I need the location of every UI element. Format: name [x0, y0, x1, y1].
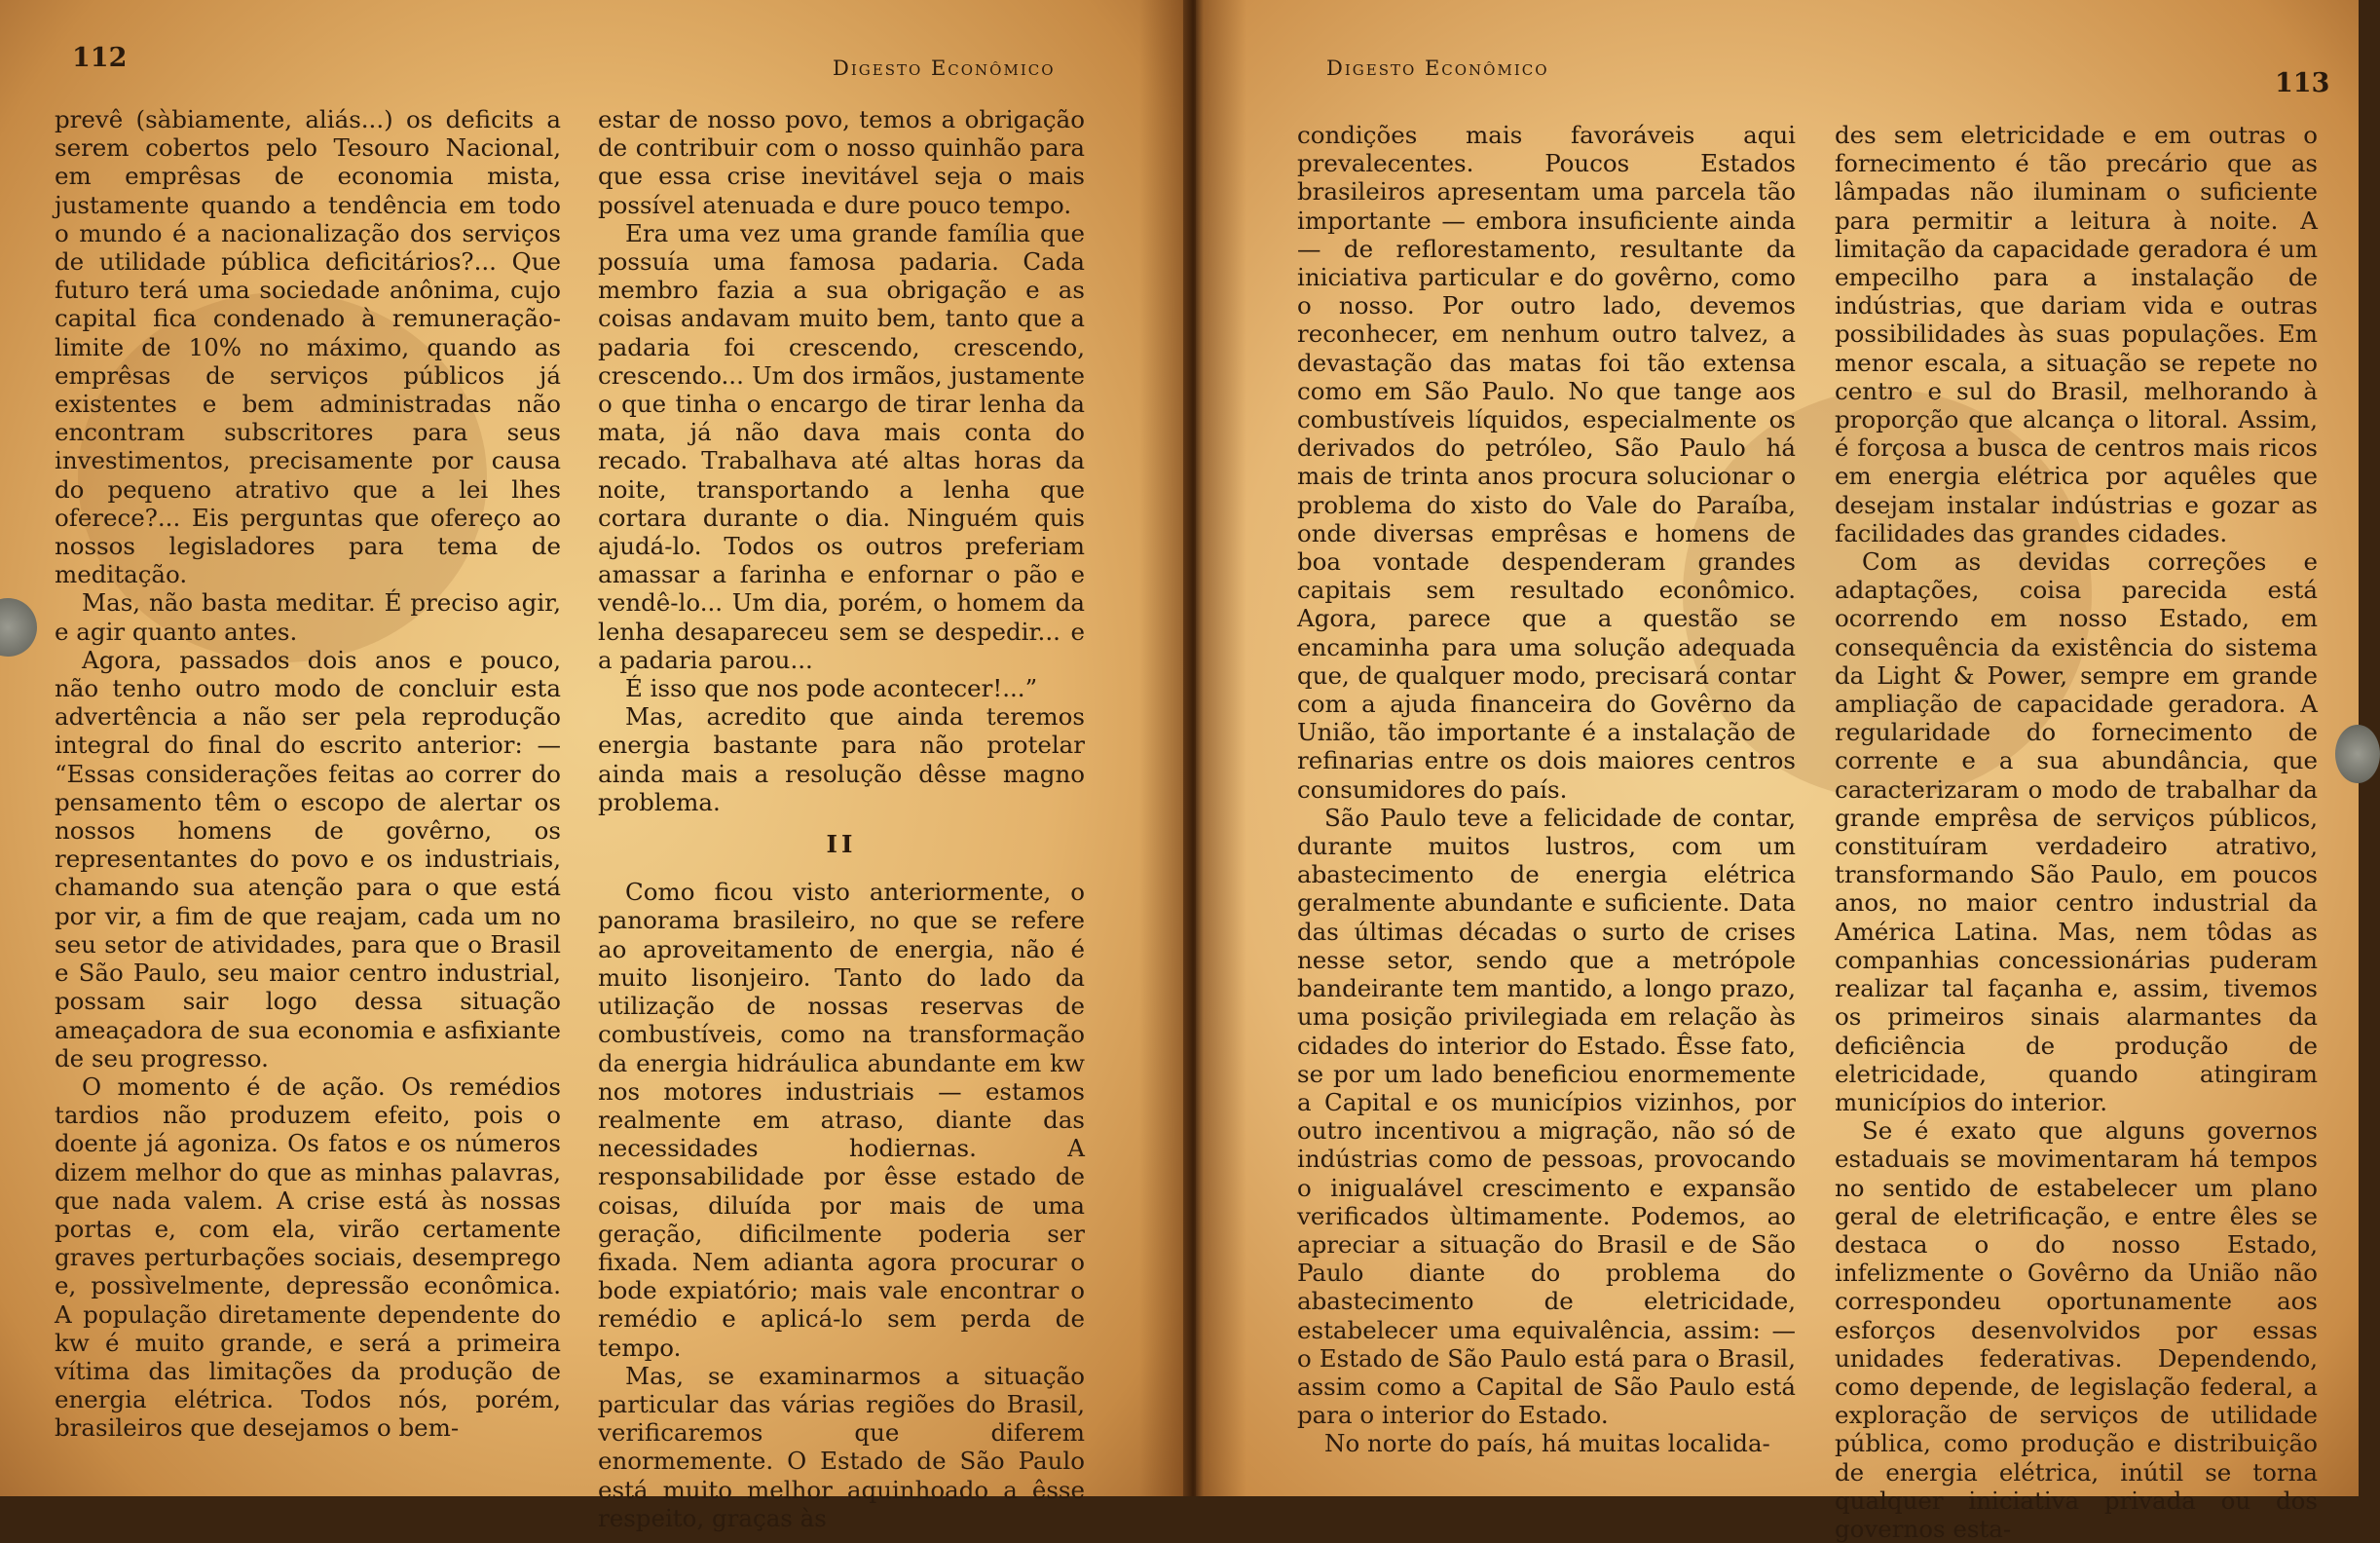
left-page-number: 112 — [72, 43, 128, 73]
paragraph: estar de nosso povo, temos a obrigação de contribuir com o nosso quinhão para que essa crise inevitável seja o mais possível atenuada e dure pouco tempo. — [598, 105, 1085, 219]
binding-hole — [0, 598, 37, 657]
right-column-1 — [1297, 121, 1796, 1458]
section-heading: II — [826, 830, 857, 859]
binding-hole — [2335, 725, 2380, 783]
right-page-number: 113 — [2275, 68, 2330, 98]
right-page — [1196, 0, 2359, 1543]
paragraph: Mas, acredito que ainda teremos energia bastante para não protelar ainda mais a resolução dêsse magno problema. — [598, 702, 1085, 816]
paragraph: Com as devidas correções e adaptações, coisa parecida está ocorrendo em nosso Estado, em consequência da existência do sistema da Light & Power, sempre em grande ampliação de capacidade geradora. A regularidade do fornecimento de corrente e a sua abundância, que caracterizaram o modo de trabalhar da grande emprêsa de serviços públicos, constituíram verdadeiro atrativo, transformando São Paulo, em poucos anos, no maior centro industrial da América Latina. Mas, nem tôdas as companhias concessionárias puderam realizar tal façanha e, assim, tivemos os primeiros sinais alarmantes da deficiência de produção de eletricidade, quando atingiram municípios do interior. — [1835, 547, 2318, 1116]
paragraph: prevê (sàbiamente, aliás...) os deficits a serem cobertos pelo Tesouro Nacional, em emprêsas de economia mista, justamente quando a tendência em todo o mundo é a nacionalização dos serviços de utilidade pública deficitários?... Que futuro terá uma sociedade anônima, cujo capital fica condenado à remuneração-limite de 10% no máximo, quando as emprêsas de serviços públicos já existentes e bem administradas não encontram subscritores para seus investimentos, precisamente por causa do pequeno atrativo que a lei lhes oferece?... Eis perguntas que ofereço ao nossos legisladores para tema de meditação. — [55, 105, 561, 589]
right-running-head: Digesto Econômico — [1326, 56, 1549, 80]
right-column-2 — [1835, 121, 2318, 1543]
left-column-1 — [55, 105, 561, 1443]
paragraph: São Paulo teve a felicidade de contar, durante muitos lustros, com um abastecimento de energia elétrica geralmente abundante e suficiente. Data das últimas décadas o surto de crises nesse setor, sendo que a metrópole bandeirante tem mantido, a longo prazo, uma posição privilegiada em relação às cidades do interior do Estado. Êsse fato, se por um lado beneficiou enormemente a Capital e os municípios vizinhos, por outro incentivou a migração, não só de indústrias como de pessoas, provocando o inigualável crescimento e expansão verificados ùltimamente. Podemos, ao apreciar a situação do Brasil e de São Paulo diante do problema do abastecimento de eletricidade, estabelecer uma equivalência, assim: — o Estado de São Paulo está para o Brasil, assim como a Capital de São Paulo está para o interior do Estado. — [1297, 803, 1796, 1430]
paragraph: É isso que nos pode acontecer!...” — [625, 674, 1038, 703]
left-page — [0, 0, 1183, 1532]
left-running-head: Digesto Econômico — [833, 56, 1056, 80]
paragraph: des sem eletricidade e em outras o fornecimento é tão precário que as lâmpadas não iluminam o suficiente para permitir a leitura à noite. A limitação da capacidade geradora é um empecilho para a instalação de indústrias, que dariam vida e outras possibilidades às suas populações. Em menor escala, a situação se repete no centro e sul do Brasil, melhorando à proporção que alcança o litoral. Assim, é forçosa a busca de centros mais ricos em energia elétrica por aquêles que desejam instalar indústrias e gozar as facilidades das grandes cidades. — [1835, 121, 2318, 547]
paragraph: Era uma vez uma grande família que possuía uma famosa padaria. Cada membro fazia a sua obrigação e as coisas andavam muito bem, tanto que a padaria foi crescendo, crescendo, crescendo... Um dos irmãos, justamente o que tinha o encargo de tirar lenha da mata, já não dava mais conta do recado. Trabalhava até altas horas da noite, transportando a lenha que cortara durante o dia. Ninguém quis ajudá-lo. Todos os outros preferiam amassar a farinha e enfornar o pão e vendê-lo... Um dia, porém, o homem da lenha desapareceu sem se despedir... e a padaria parou... — [598, 218, 1085, 674]
paragraph: Como ficou visto anteriormente, o panorama brasileiro, no que se refere ao aproveitamento de energia, não é muito lisonjeiro. Tanto do lado da utilização de nossas reservas de combustíveis, como na transformação da energia hidráulica abundante em kw nos motores industriais — estamos realmente em atraso, diante das necessidades hodiernas. A responsabilidade por êsse estado de coisas, diluída por mais de uma geração, dificilmente poderia ser fixada. Nem adianta agora procurar o bode expiatório; mais vale encontrar o remédio e aplicá-lo sem perda de tempo. — [598, 878, 1085, 1362]
paragraph: Mas, se examinarmos a situação particular das várias regiões do Brasil, verificaremos que diferem enormemente. O Estado de São Paulo está muito melhor aquinhoado a êsse respeito, graças às — [598, 1361, 1085, 1532]
paragraph: Agora, passados dois anos e pouco, não tenho outro modo de concluir esta advertência a não ser pela reprodução integral do final do escrito anterior: — “Essas considerações feitas ao correr do pensamento têm o escopo de alertar os nossos homens de govêrno, os representantes do povo e os industriais, chamando sua atenção para o que está por vir, a fim de que reajam, cada um no seu setor de atividades, para que o Brasil e São Paulo, seu maior centro industrial, possam sair logo dessa situação ameaçadora de sua economia e asfixiante de seu progresso. — [55, 645, 561, 1073]
left-column-2 — [598, 105, 1085, 1532]
paragraph: No norte do país, há muitas localida- — [1324, 1429, 1770, 1458]
paragraph: Se é exato que alguns governos estaduais se movimentaram há tempos no sentido de estabelecer um plano geral de eletrificação, e entre êles se destaca o do nosso Estado, infelizmente o Govêrno da União não correspondeu oportunamente aos esforços desenvolvidos por essas unidades federativas. Dependendo, como depende, de legislação federal, a exploração de serviços de utilidade pública, como produção e distribuição de energia elétrica, inútil se torna qualquer iniciativa privada ou dos governos esta- — [1835, 1116, 2318, 1543]
paragraph: condições mais favoráveis aqui prevalecentes. Poucos Estados brasileiros apresentam uma parcela tão importante — embora insuficiente ainda — de reflorestamento, resultante da iniciativa particular e do govêrno, como o nosso. Por outro lado, devemos reconhecer, em nenhum outro talvez, a devastação das matas foi tão extensa como em São Paulo. No que tange aos combustíveis líquidos, especialmente os derivados do petróleo, São Paulo há mais de trinta anos procura solucionar o problema do xisto do Vale do Paraíba, onde diversas emprêsas e homens de boa vontade despenderam grandes capitais sem resultado econômico. Agora, parece que a questão se encaminha para uma solução adequada que, de qualquer modo, precisará contar com a ajuda financeira do Govêrno da União, tão importante é a instalação de refinarias entre os dois maiores centros consumidores do país. — [1297, 121, 1796, 804]
paragraph: O momento é de ação. Os remédios tardios não produzem efeito, pois o doente já agoniza. Os fatos e os números dizem melhor do que as minhas palavras, que nada valem. A crise está às nossas portas e, com ela, virão certamente graves perturbações sociais, desemprego e, possìvelmente, depressão econômica. A população diretamente dependente do kw é muito grande, e será a primeira vítima das limitações da produção de energia elétrica. Todos nós, porém, brasileiros que desejamos o bem- — [55, 1072, 561, 1443]
paragraph: Mas, não basta meditar. É preciso agir, e agir quanto antes. — [55, 588, 561, 646]
